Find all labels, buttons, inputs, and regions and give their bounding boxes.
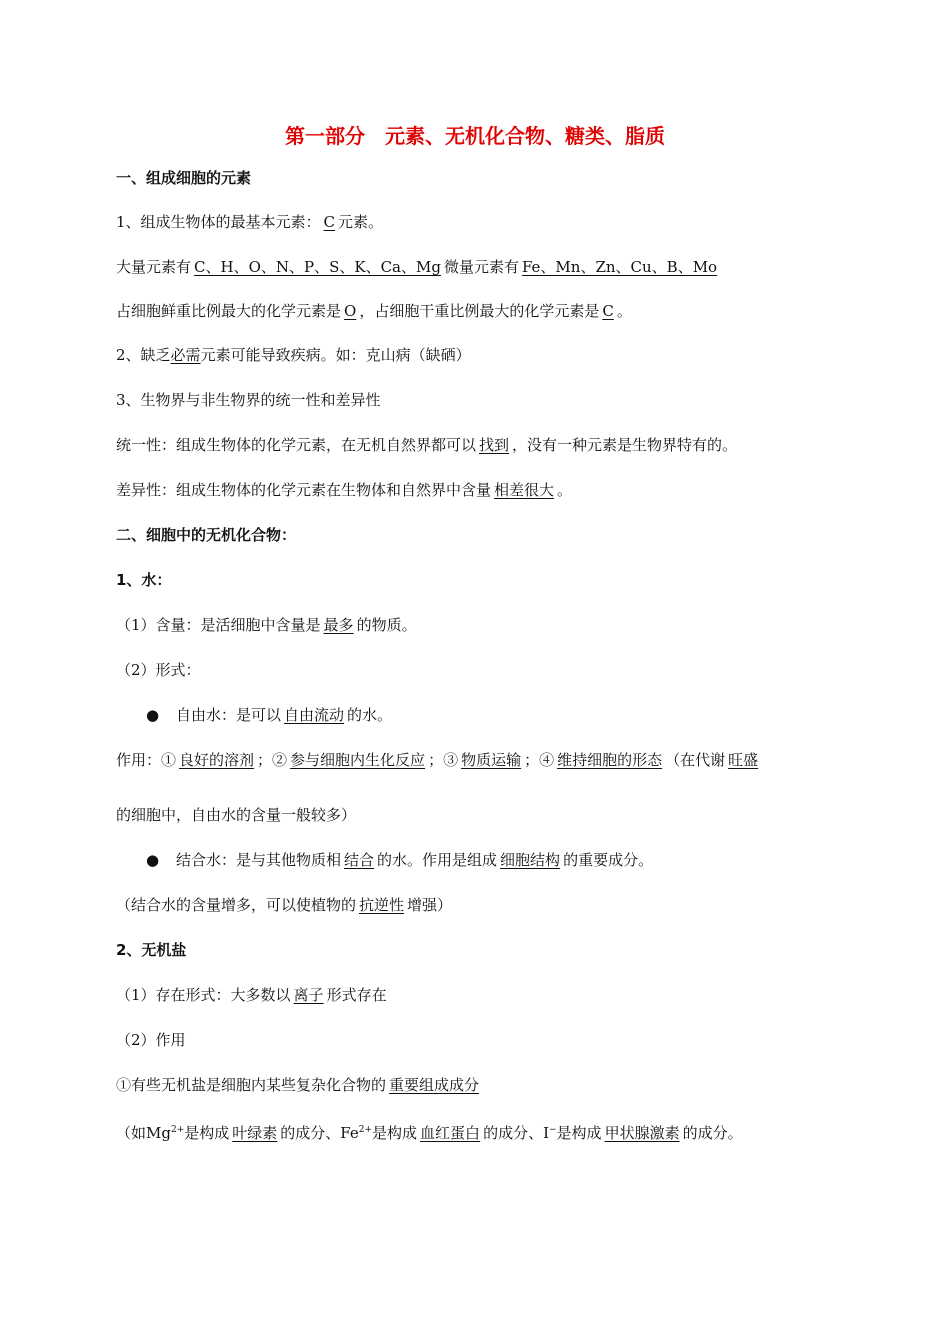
text-line	[116, 435, 737, 455]
answer-blank: 离子	[293, 986, 324, 1004]
text: ；④	[524, 751, 555, 769]
text: 的水。	[347, 706, 393, 724]
answer-blank: O	[344, 302, 357, 320]
answer-blank: 自由流动	[284, 706, 345, 724]
text: 的水。作用是组成	[377, 851, 498, 869]
answer-blank: 甲状腺激素	[604, 1124, 680, 1142]
text: （1）含量：是活细胞中含量是	[116, 616, 321, 634]
text: 的成分、I	[483, 1124, 549, 1142]
text-line	[116, 750, 761, 770]
text: 2、缺乏	[116, 346, 171, 364]
text: （在代谢	[665, 751, 726, 769]
text: ；③	[428, 751, 459, 769]
text: 增强）	[407, 896, 453, 914]
answer-blank: 最多	[323, 616, 354, 634]
text: （如Mg	[116, 1124, 171, 1142]
text: 统一性：组成生物体的化学元素，在无机自然界都可以	[116, 436, 477, 454]
text-line	[116, 212, 383, 232]
text: （1）存在形式：大多数以	[116, 986, 291, 1004]
answer-blank: 维持细胞的形态	[557, 751, 663, 769]
text: ；②	[257, 751, 288, 769]
text: 自由水：是可以	[176, 706, 282, 724]
text: ，占细胞干重比例最大的化学元素是	[359, 302, 600, 320]
answer-blank: C、H、O、N、P、S、K、Ca、Mg	[194, 258, 441, 276]
answer-blank: 相差很大	[494, 481, 555, 499]
text-line	[116, 480, 572, 500]
text: 结合水：是与其他物质相	[176, 851, 342, 869]
text: 1、组成生物体的最基本元素：	[116, 213, 321, 231]
bullet-item	[146, 705, 392, 725]
answer-blank: 找到	[479, 436, 510, 454]
text-line	[116, 345, 471, 365]
answer-blank: 细胞结构	[500, 851, 561, 869]
text: 形式存在	[326, 986, 387, 1004]
answer-blank: 重要组成成分	[389, 1076, 480, 1094]
text: 的物质。	[356, 616, 417, 634]
text: 作用：①	[116, 751, 177, 769]
answer-blank: 物质运输	[461, 751, 522, 769]
text: 差异性：组成生物体的化学元素在生物体和自然界中含量	[116, 481, 492, 499]
text: 的重要成分。	[563, 851, 654, 869]
answer-blank: C	[602, 302, 614, 320]
text: 是构成	[556, 1124, 602, 1142]
bullet-icon: ●	[146, 706, 160, 724]
text: 是构成	[184, 1124, 230, 1142]
text: 是构成	[372, 1124, 418, 1142]
text-line	[116, 301, 632, 321]
section-heading-inorganic: 二、细胞中的无机化合物：	[116, 526, 297, 544]
text: ，没有一种元素是生物界特有的。	[512, 436, 738, 454]
text-line	[116, 257, 720, 277]
superscript: 2+	[170, 1125, 185, 1135]
text: 占细胞鲜重比例最大的化学元素是	[116, 302, 342, 320]
text-line: 的细胞中，自由水的含量一般较多）	[116, 806, 357, 824]
section-heading-elements: 一、组成细胞的元素	[116, 169, 252, 187]
answer-blank: 血红蛋白	[420, 1124, 481, 1142]
bullet-item	[146, 850, 653, 870]
text: （结合水的含量增多，可以使植物的	[116, 896, 357, 914]
text-line: 3、生物界与非生物界的统一性和差异性	[116, 391, 381, 409]
text: 元素可能导致疾病。如：克山病（缺硒）	[200, 346, 471, 364]
answer-blank: 必需	[170, 346, 201, 364]
text: 微量元素有	[443, 258, 519, 276]
subsection-heading-water: 1、水：	[116, 571, 172, 589]
text-line	[116, 895, 452, 915]
answer-blank: 叶绿素	[232, 1124, 278, 1142]
text-line	[116, 1075, 482, 1095]
text: 的成分。	[682, 1124, 743, 1142]
text: 。	[557, 481, 573, 499]
text: 元素。	[338, 213, 384, 231]
text: 大量元素有	[116, 258, 192, 276]
page-title: 第一部分 元素、无机化合物、糖类、脂质	[285, 124, 665, 148]
answer-blank: Fe、Mn、Zn、Cu、B、Mo	[521, 258, 718, 276]
text-line: （2）形式：	[116, 661, 201, 679]
answer-blank: 结合	[344, 851, 375, 869]
text: 的成分、Fe	[280, 1124, 359, 1142]
superscript: −	[549, 1125, 557, 1135]
text-line	[116, 1120, 743, 1143]
text: 。	[616, 302, 632, 320]
answer-blank: 良好的溶剂	[179, 751, 255, 769]
answer-blank: 参与细胞内生化反应	[290, 751, 426, 769]
subsection-heading-salts: 2、无机盐	[116, 941, 187, 959]
answer-blank: 抗逆性	[359, 896, 405, 914]
text-line: （2）作用	[116, 1031, 186, 1049]
answer-blank: C	[323, 213, 336, 231]
text: ①有些无机盐是细胞内某些复杂化合物的	[116, 1076, 387, 1094]
bullet-icon: ●	[146, 851, 160, 869]
text-line	[116, 615, 417, 635]
superscript: 2+	[358, 1125, 373, 1135]
text-line	[116, 985, 387, 1005]
answer-blank: 旺盛	[728, 751, 759, 769]
